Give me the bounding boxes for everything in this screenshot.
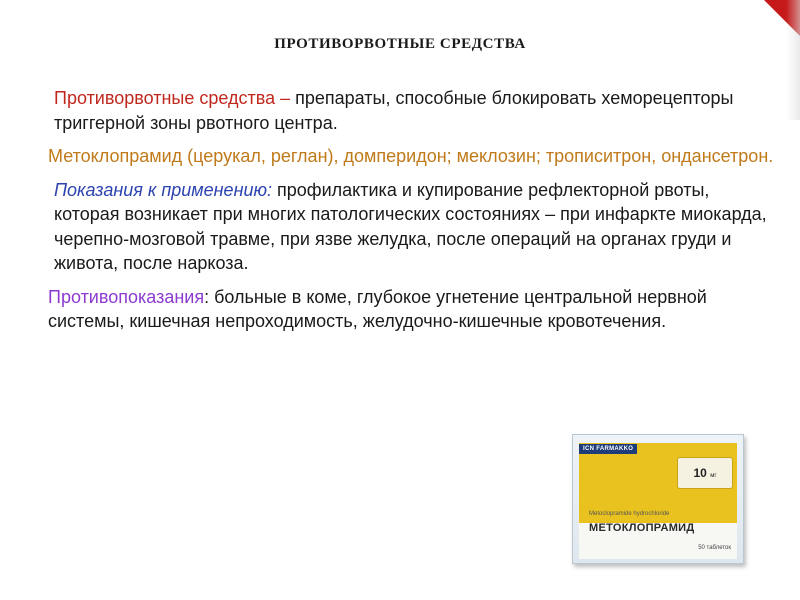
drug-package-image	[572, 434, 744, 564]
definition-dash: –	[275, 88, 296, 108]
package-name: МЕТОКЛОПРАМИД	[589, 522, 695, 534]
definition-term: Противорвотные средства	[54, 88, 276, 108]
contraindications-label: Противопоказания	[48, 286, 205, 307]
package-logo: ICN FARMAKKO	[579, 444, 637, 454]
indications-label: Показания к применению:	[54, 179, 273, 200]
package-dose-unit: мг	[710, 473, 717, 479]
slide-title: ПРОТИВОРВОТНЫЕ СРЕДСТВА	[274, 36, 526, 52]
corner-shade	[786, 0, 800, 120]
definition-text: препараты, способные блокировать хеморецепторы триггерной зоны рвотного центра.	[54, 88, 734, 133]
definition-paragraph	[48, 86, 778, 135]
indications-paragraph	[48, 178, 778, 276]
drug-list: Метоклопрамид (церукал, реглан), домперидон; меклозин; трописитрон, ондансетрон.	[48, 146, 774, 166]
contraindications-paragraph	[48, 285, 778, 334]
drugs-paragraph	[48, 144, 778, 169]
package-dose	[677, 457, 733, 489]
package-count: 50 таблеток	[698, 545, 731, 551]
slide-body	[48, 86, 778, 343]
package-subtitle: Metoclopramide hydrochloride	[589, 511, 670, 517]
contraindications-text: : больные в коме, глубокое угнетение центральной нервной системы, кишечная непроходимость, желудочно-кишечные кровотечения.	[48, 286, 707, 331]
indications-text: профилактика и купирование рефлекторной рвоты, которая возникает при многих патологических состояниях – при инфаркте миокарда, черепно-мозговой травме, при язве желудка, после операций на органах груди и живота, после наркоза.	[54, 179, 767, 273]
package-dose-value: 10	[693, 466, 707, 480]
